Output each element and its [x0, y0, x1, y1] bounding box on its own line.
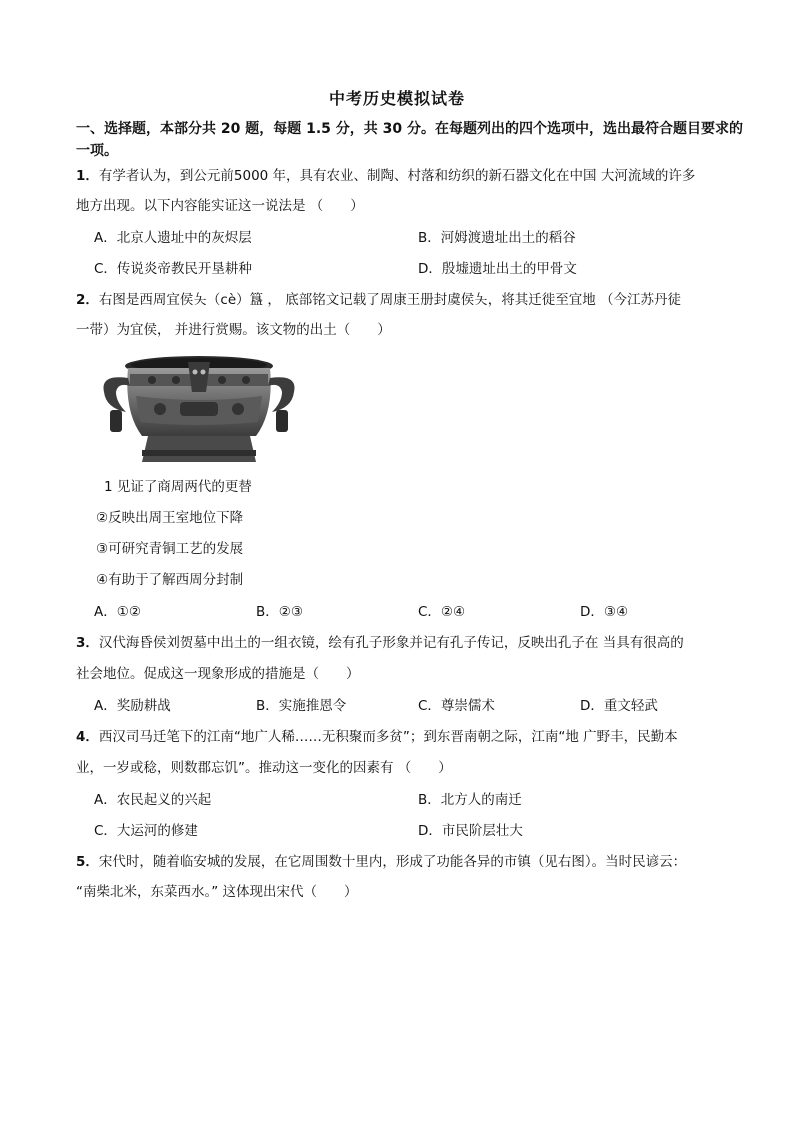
q2-statement-4: ④有助于了解西周分封制 — [96, 572, 244, 588]
q1-option-d: D．殷墟遗址出土的甲骨文 — [418, 261, 577, 277]
q4-option-d: D．市民阶层壮大 — [418, 823, 523, 839]
q4-line-1: 4．西汉司马迁笔下的江南“地广人稀……无积聚而多贫”；到东晋南朝之际，江南“地 广野丰，民勤本 — [76, 729, 678, 745]
q2-line-1: 2．右图是西周宜侯夨（cè）簋 ， 底部铭文记载了周康王册封虞侯夨，将其迁徙至宜地 （今江苏丹徒 — [76, 292, 682, 308]
q2-option-a: A．①② — [94, 604, 141, 620]
page-title: 中考历史模拟试卷 — [328, 89, 465, 108]
q1-option-c: C．传说炎帝教民开垦耕种 — [94, 261, 252, 277]
q2-statement-3: ③可研究青铜工艺的发展 — [96, 541, 244, 557]
q2-statement-1: 1 见证了商周两代的更替 — [104, 479, 252, 495]
q2-line-2: 一带）为宜侯， 并进行赏赐。该文物的出土（ ） — [76, 322, 391, 338]
q3-line-2: 社会地位。促成这一现象形成的措施是（ ） — [76, 666, 360, 682]
q1-line-1: 1．有学者认为，到公元前5000 年，具有农业、制陶、村落和纺织的新石器文化在中国 大河流域的许多 — [76, 168, 696, 184]
q1-line-2: 地方出现。以下内容能实证这一说法是 （ ） — [76, 198, 364, 214]
q1-option-a: A．北京人遗址中的灰烬层 — [94, 230, 252, 246]
q2-option-b: B．②③ — [256, 604, 303, 620]
q1-option-b: B．河姆渡遗址出土的稻谷 — [418, 230, 576, 246]
q3-option-c: C．尊崇儒术 — [418, 698, 495, 714]
q2-option-d: D．③④ — [580, 604, 629, 620]
q2-option-c: C．②④ — [418, 604, 466, 620]
q3-option-a: A．奖励耕战 — [94, 698, 171, 714]
q4-option-b: B．北方人的南迁 — [418, 792, 522, 808]
q3-line-1: 3．汉代海昏侯刘贺墓中出土的一组衣镜，绘有孔子形象并记有孔子传记，反映出孔子在 当具有很高的 — [76, 635, 684, 651]
q4-line-2: 业，一岁或稔，则数郡忘饥”。推动这一变化的因素有 （ ） — [76, 760, 452, 776]
q5-line-1: 5．宋代时，随着临安城的发展，在它周围数十里内，形成了功能各异的市镇（见右图）。当时民谚云： — [76, 854, 687, 870]
q4-option-c: C．大运河的修建 — [94, 823, 198, 839]
bronze-gui-vessel-image — [96, 352, 302, 468]
q3-option-d: D．重文轻武 — [580, 698, 658, 714]
q4-option-a: A．农民起义的兴起 — [94, 792, 212, 808]
q2-statement-2: ②反映出周王室地位下降 — [96, 510, 244, 526]
q5-line-2: “南柴北米，东菜西水。” 这体现出宋代（ ） — [76, 884, 358, 900]
section-heading: 一、选择题，本部分共 20 题，每题 1.5 分，共 30 分。在每题列出的四个选项中，选出最符合题目要求的一项。 — [76, 121, 744, 159]
q3-option-b: B．实施推恩令 — [256, 698, 347, 714]
